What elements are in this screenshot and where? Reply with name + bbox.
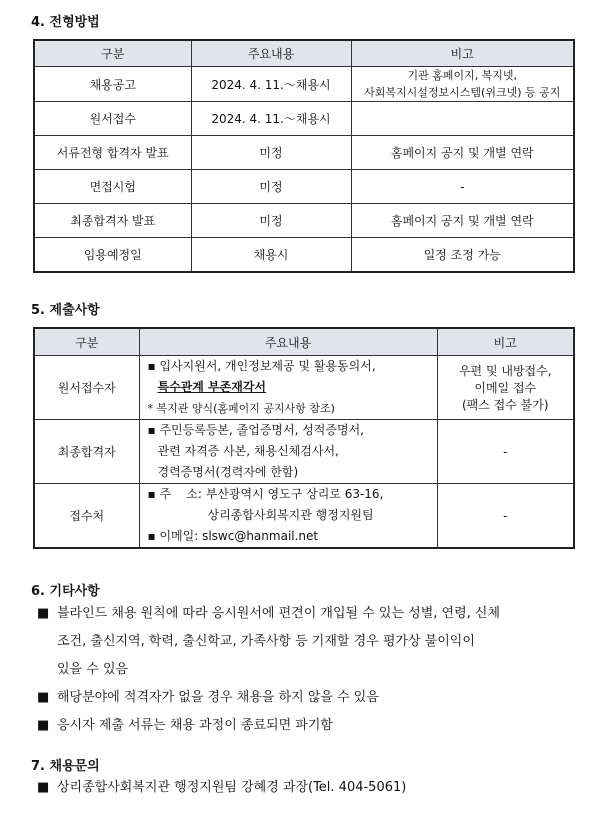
cell-category: 최종합격자 발표 [34, 204, 191, 238]
cell-note [351, 102, 574, 136]
header-category: 구분 [34, 328, 139, 356]
cell-note: - [437, 484, 574, 549]
cell-note: - [351, 170, 574, 204]
note-line: (팩스 접수 불가) [461, 398, 549, 412]
selection-process-table [33, 39, 575, 273]
content-line: * 복지관 양식(홈페이지 공지사항 참조) [147, 402, 335, 415]
header-note: 비고 [351, 40, 574, 67]
cell-category: 원서접수 [34, 102, 191, 136]
content-line: ▪ 입사지원서, 개인정보제공 및 활용동의서, [147, 359, 376, 373]
other-items-list [33, 600, 578, 740]
cell-content [139, 484, 437, 549]
list-item-line: 해당분야에 적격자가 없을 경우 채용을 하지 않을 수 있음 [57, 690, 379, 705]
content-line: 상리종합사회복지관 행정지원팀 [207, 508, 374, 522]
section6-title: 6. 기타사항 [31, 584, 100, 599]
note-line: 기관 홈페이지, 복지넷, [407, 69, 518, 82]
cell-content: 미정 [191, 170, 351, 204]
cell-content: 채용시 [191, 238, 351, 273]
table-row [34, 67, 574, 102]
content-line: ▪ 주민등록등본, 졸업증명서, 성적증명서, [147, 423, 364, 437]
section4-title: 4. 전형방법 [31, 15, 100, 30]
cell-note: 일정 조정 가능 [351, 238, 574, 273]
cell-category: 최종합격자 [34, 420, 139, 484]
cell-category: 접수처 [34, 484, 139, 549]
square-bullet-icon: ■ [37, 606, 50, 621]
table-row [34, 170, 574, 204]
cell-category: 임용예정일 [34, 238, 191, 273]
cell-note [437, 356, 574, 420]
cell-category: 면접시험 [34, 170, 191, 204]
cell-note: 홈페이지 공지 및 개별 연락 [351, 204, 574, 238]
list-item [33, 684, 578, 712]
section5-title: 5. 제출사항 [31, 303, 100, 318]
section7-title: 7. 채용문의 [31, 759, 100, 774]
emphasis-text: 특수관계 부존재각서 [157, 380, 267, 394]
content-line: 경력증명서(경력자에 한함) [157, 465, 299, 479]
table-header-row [34, 328, 574, 356]
list-item-line: 있을 수 있음 [57, 662, 129, 677]
content-line: ▪ 주 소: 부산광역시 영도구 상리로 63-16, [147, 487, 384, 501]
cell-note [351, 67, 574, 102]
submission-table [33, 327, 575, 549]
list-item [33, 600, 578, 684]
list-item-line: 상리종합사회복지관 행정지원팀 강혜경 과장(Tel. 404-5061) [57, 780, 407, 795]
cell-content: 미정 [191, 136, 351, 170]
list-item [33, 774, 578, 802]
cell-content [139, 356, 437, 420]
header-category: 구분 [34, 40, 191, 67]
table-header-row [34, 40, 574, 67]
header-content: 주요내용 [191, 40, 351, 67]
table-row [34, 238, 574, 273]
square-bullet-icon: ■ [37, 690, 50, 705]
email-line: ▪ 이메일: slswc@hanmail.net [147, 529, 319, 543]
table-row [34, 420, 574, 484]
note-line: 이메일 접수 [474, 381, 537, 395]
cell-category: 서류전형 합격자 발표 [34, 136, 191, 170]
content-line-emphasis [148, 377, 437, 398]
note-line: 사회복지시설정보시스템(위크넷) 등 공지 [364, 86, 561, 99]
table-row [34, 356, 574, 420]
cell-content [139, 420, 437, 484]
cell-content: 2024. 4. 11.～채용시 [191, 102, 351, 136]
note-line: 우편 및 내방접수, [458, 364, 552, 378]
cell-category: 채용공고 [34, 67, 191, 102]
cell-content: 미정 [191, 204, 351, 238]
table-row [34, 484, 574, 549]
inquiry-list [33, 774, 578, 802]
table-row [34, 102, 574, 136]
cell-note: - [437, 420, 574, 484]
header-content: 주요내용 [139, 328, 437, 356]
list-item-line: 응시자 제출 서류는 채용 과정이 종료되면 파기함 [57, 718, 333, 733]
list-item [33, 712, 578, 740]
cell-category: 원서접수자 [34, 356, 139, 420]
square-bullet-icon: ■ [37, 718, 50, 733]
cell-content: 2024. 4. 11.～채용시 [191, 67, 351, 102]
square-bullet-icon: ■ [37, 780, 50, 795]
content-line: 관련 자격증 사본, 채용신체검사서, [157, 444, 339, 458]
table-row [34, 136, 574, 170]
list-item-line: 조건, 출신지역, 학력, 출신학교, 가족사항 등 기재할 경우 평가상 불이익이 [57, 634, 475, 649]
table-row [34, 204, 574, 238]
header-note: 비고 [437, 328, 574, 356]
cell-note: 홈페이지 공지 및 개별 연락 [351, 136, 574, 170]
list-item-line: 블라인드 채용 원칙에 따라 응시원서에 편견이 개입될 수 있는 성별, 연령, 신체 [57, 606, 501, 621]
